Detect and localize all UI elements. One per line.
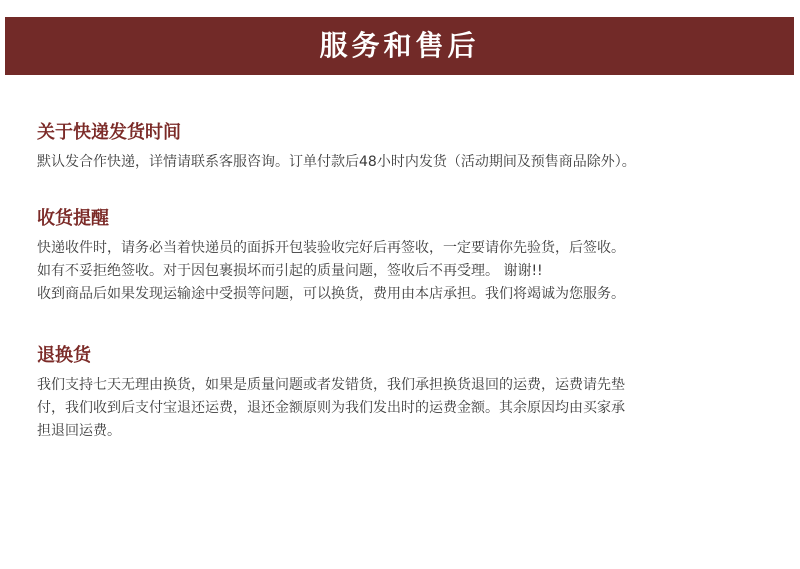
section-body (37, 237, 737, 306)
section-text-line: 收到商品后如果发现运输途中受损等问题，可以换货，费用由本店承担。我们将竭诚为您服务。 (37, 286, 625, 302)
header-banner (5, 17, 794, 75)
section-text-line: 付，我们收到后支付宝退还运费，退还金额原则为我们发出时的运费金额。其余原因均由买家承 (37, 400, 625, 416)
section-heading: 收货提醒 (37, 208, 109, 229)
section-returns-exchanges (37, 344, 737, 443)
section-body (37, 151, 737, 174)
section-text-line: 默认发合作快递，详情请联系客服咨询。订单付款后48小时内发货（活动期间及预售商品除外）。 (37, 154, 636, 170)
section-receiving-reminder (37, 207, 737, 306)
section-text-line: 快递收件时，请务必当着快递员的面拆开包装验收完好后再签收，一定要请你先验货，后签收。 (37, 240, 625, 256)
section-text-line: 如有不妥拒绝签收。对于因包裹损坏而引起的质量问题，签收后不再受理。 谢谢!! (37, 263, 543, 279)
banner-title: 服务和售后 (319, 29, 480, 62)
section-heading: 关于快递发货时间 (37, 122, 181, 143)
section-shipping-time (37, 121, 737, 174)
section-text-line: 我们支持七天无理由换货，如果是质量问题或者发错货，我们承担换货退回的运费，运费请先垫 (37, 377, 625, 393)
section-text-line: 担退回运费。 (37, 423, 121, 439)
section-body (37, 374, 737, 443)
section-heading: 退换货 (37, 345, 91, 366)
